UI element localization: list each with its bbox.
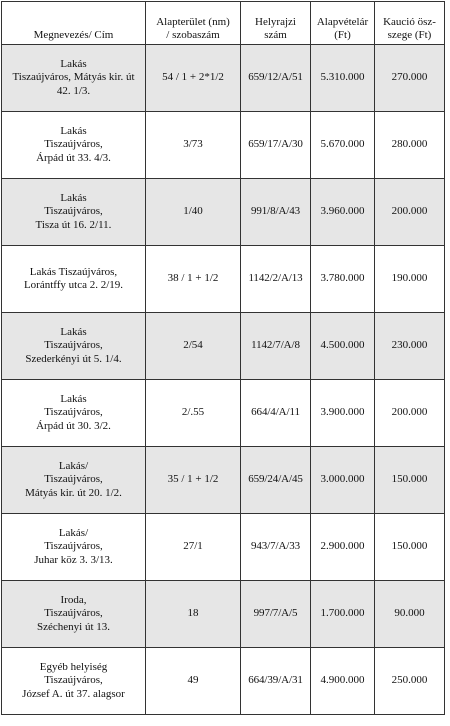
address-line: Tisza út 16. 2/11. <box>35 218 112 231</box>
cell-area: 18 <box>146 581 241 648</box>
cell-deposit: 190.000 <box>375 246 445 313</box>
address-line: Tiszaújváros, <box>44 473 103 486</box>
cell-price: 3.000.000 <box>311 447 375 514</box>
cell-area: 54 / 1 + 2*1/2 <box>146 45 241 112</box>
address-line: Lakás <box>60 393 87 406</box>
cell-name-address <box>2 112 146 179</box>
address-line: Lakás <box>60 192 87 205</box>
table-row <box>2 514 445 581</box>
table-row <box>2 447 445 514</box>
cell-name-address <box>2 514 146 581</box>
cell-deposit: 250.000 <box>375 648 445 715</box>
cell-name-address <box>2 45 146 112</box>
table-row <box>2 581 445 648</box>
address-line: Lakás/ <box>58 527 89 540</box>
cell-price: 4.500.000 <box>311 313 375 380</box>
table-row <box>2 648 445 715</box>
address-line: Tiszaújváros, <box>44 138 103 151</box>
address-line: József A. út 37. alagsor <box>22 687 125 700</box>
address-line: Lakás/ <box>58 460 89 473</box>
cell-parcel: 1142/2/A/13 <box>241 246 311 313</box>
header-parcel: Helyrajzi szám <box>241 2 311 45</box>
table-row <box>2 179 445 246</box>
cell-parcel: 659/17/A/30 <box>241 112 311 179</box>
address-line: Árpád út 33. 4/3. <box>36 151 111 164</box>
cell-price: 4.900.000 <box>311 648 375 715</box>
cell-deposit: 150.000 <box>375 447 445 514</box>
cell-parcel: 943/7/A/33 <box>241 514 311 581</box>
address-line: Mátyás kir. út 20. 1/2. <box>25 486 122 499</box>
cell-parcel: 997/7/A/5 <box>241 581 311 648</box>
address-line: Lorántffy utca 2. 2/19. <box>23 279 124 291</box>
cell-area: 49 <box>146 648 241 715</box>
address-line: Lakás Tiszaújváros, <box>29 265 118 278</box>
cell-area: 2/54 <box>146 313 241 380</box>
address-line: Iroda, <box>60 594 87 607</box>
cell-name-address <box>2 648 146 715</box>
cell-parcel: 659/12/A/51 <box>241 45 311 112</box>
cell-name-address <box>2 246 146 313</box>
cell-area: 35 / 1 + 1/2 <box>146 447 241 514</box>
address-line: 42. 1/3. <box>56 84 91 97</box>
cell-parcel: 664/4/A/11 <box>241 380 311 447</box>
address-line: Tiszaújváros, <box>44 607 103 620</box>
cell-name-address <box>2 179 146 246</box>
cell-price: 3.780.000 <box>311 246 375 313</box>
cell-parcel: 664/39/A/31 <box>241 648 311 715</box>
address-line: Tiszaújváros, <box>44 406 103 419</box>
table-row <box>2 246 445 313</box>
cell-price: 2.900.000 <box>311 514 375 581</box>
cell-deposit: 280.000 <box>375 112 445 179</box>
address-line: Tiszaújváros, <box>44 674 103 687</box>
address-line: Széchenyi út 13. <box>36 620 110 633</box>
cell-area: 3/73 <box>146 112 241 179</box>
table-body <box>2 45 445 715</box>
cell-price: 1.700.000 <box>311 581 375 648</box>
address-line: Lakás <box>60 58 87 71</box>
cell-deposit: 200.000 <box>375 380 445 447</box>
cell-name-address <box>2 447 146 514</box>
header-name: Megnevezés/ Cím <box>2 2 146 45</box>
cell-name-address <box>2 313 146 380</box>
cell-price: 3.900.000 <box>311 380 375 447</box>
header-price: Alapvételár (Ft) <box>311 2 375 45</box>
address-line: Szederkényi út 5. 1/4. <box>25 352 122 365</box>
table-row <box>2 112 445 179</box>
cell-area: 38 / 1 + 1/2 <box>146 246 241 313</box>
header-deposit: Kaució ösz- szege (Ft) <box>375 2 445 45</box>
address-line: Tiszaújváros, <box>44 205 103 218</box>
cell-deposit: 270.000 <box>375 45 445 112</box>
header-area: Alapterület (nm) / szobaszám <box>146 2 241 45</box>
table-row <box>2 380 445 447</box>
address-line: Tiszaújváros, <box>44 540 103 553</box>
cell-parcel: 1142/7/A/8 <box>241 313 311 380</box>
cell-deposit: 150.000 <box>375 514 445 581</box>
cell-price: 5.310.000 <box>311 45 375 112</box>
address-line: Lakás <box>60 326 87 339</box>
address-line: Juhar köz 3. 3/13. <box>34 553 113 566</box>
cell-deposit: 90.000 <box>375 581 445 648</box>
cell-deposit: 200.000 <box>375 179 445 246</box>
address-line: Lakás <box>60 125 87 138</box>
address-line: Egyéb helyiség <box>39 661 108 674</box>
address-line: Tiszaújváros, Mátyás kir. út <box>12 71 135 84</box>
cell-area: 27/1 <box>146 514 241 581</box>
cell-area: 2/.55 <box>146 380 241 447</box>
cell-price: 5.670.000 <box>311 112 375 179</box>
header-row <box>2 2 445 45</box>
cell-name-address <box>2 380 146 447</box>
cell-price: 3.960.000 <box>311 179 375 246</box>
cell-area: 1/40 <box>146 179 241 246</box>
cell-parcel: 991/8/A/43 <box>241 179 311 246</box>
table-row <box>2 313 445 380</box>
table-row <box>2 45 445 112</box>
cell-name-address <box>2 581 146 648</box>
cell-deposit: 230.000 <box>375 313 445 380</box>
address-line: Árpád út 30. 3/2. <box>36 419 111 432</box>
cell-parcel: 659/24/A/45 <box>241 447 311 514</box>
address-line: Tiszaújváros, <box>44 339 103 352</box>
property-table <box>1 1 445 715</box>
